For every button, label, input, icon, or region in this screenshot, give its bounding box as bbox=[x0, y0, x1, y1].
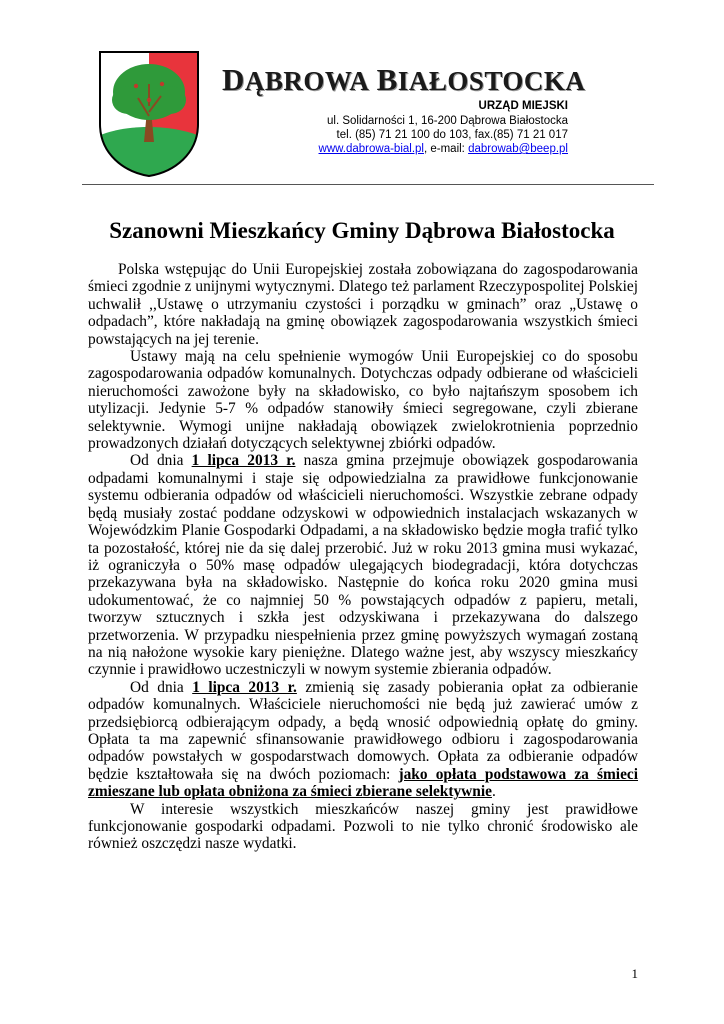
date-highlight: 1 lipca 2013 r. bbox=[192, 678, 297, 696]
office-name: URZĄD MIEJSKI bbox=[478, 100, 568, 112]
email-link[interactable]: dabrowab@beep.pl bbox=[468, 143, 568, 155]
crest-icon bbox=[98, 50, 200, 178]
town-name: DĄBROWA BIAŁOSTOCKA bbox=[222, 62, 586, 97]
contact-line: www.dabrowa-bial.pl, e-mail: dabrowab@beep.pl bbox=[318, 143, 568, 155]
paragraph-1: Polska wstępując do Unii Europejskiej została zobowiązana do zagospodarowania śmieci zgodnie z unijnymi wytycznymi. Dlatego też parlament Rzeczypospolitej Polskiej uchwalił ,,Ustawę o utrzymaniu czystości i porządku w gminach” oraz „Ustawę o odpadach”, które nakładają na gminę obowiązek zagospodarowania wszystkich śmieci powstających na jej terenie. bbox=[88, 261, 638, 348]
date-highlight: 1 lipca 2013 r. bbox=[191, 452, 296, 470]
paragraph-2: Ustawy mają na celu spełnienie wymogów Unii Europejskiej co do sposobu zagospodarowania odpadów komunalnych. Dotychczas odpady odbierane od właścicieli nieruchomości zawożone były na składowisko, co było najtańszym sposobem ich utylizacji. Jedynie 5-7 % odpadów stanowiły śmieci segregowane, czyli zbierane selektywnie. Wymogi unijne nakładają obowiązek zwielokrotnienia poprzednio prowadzonych działań dotyczących selektywnej zbiórki odpadów. bbox=[88, 348, 638, 453]
header-divider bbox=[82, 184, 654, 185]
office-phone: tel. (85) 71 21 100 do 103, fax.(85) 71 21 017 bbox=[336, 129, 568, 141]
page-number: 1 bbox=[631, 966, 638, 981]
paragraph-3: Od dnia 1 lipca 2013 r. nasza gmina przejmuje obowiązek gospodarowania odpadami komunalnymi i staje się odpowiedzialna za prawidłowe funkcjonowanie systemu odbierania odpadów od właścicieli nieruchomości. Wszystkie zebrane odpady będą musiały zostać poddane odzyskowi w odpowiednich instalacjach wskazanych w Wojewódzkim Planie Gospodarki Odpadami, a na składowisko będzie mogła trafić tylko ta pozostałość, której nie da się dalej przerobić. Już w roku 2013 gmina musi wykazać, iż ograniczyła o 50% masę odpadów ulegających biodegradacji, która dotychczas przekazywana była na składowisko. Następnie do końca roku 2020 gmina musi udokumentować, że co najmniej 50 % powstających odpadów z papieru, metali, tworzyw sztucznych i szkła jest odzyskiwana i przekazywana do dalszego przetworzenia. W przypadku niespełnienia przez gminę powyższych wymagań zostaną na nią nałożone wysokie kary pieniężne. Dlatego ważne jest, aby wszyscy mieszkańcy czynnie i prawidłowo uczestniczyli w nowym systemie zbierania odpadów. bbox=[88, 452, 638, 679]
letter-body bbox=[88, 261, 638, 853]
website-link[interactable]: www.dabrowa-bial.pl bbox=[318, 143, 424, 155]
page-title: Szanowni Mieszkańcy Gminy Dąbrowa Białostocka bbox=[109, 218, 615, 243]
paragraph-4: Od dnia 1 lipca 2013 r. zmienią się zasady pobierania opłat za odbieranie odpadów komunalnych. Właściciele nieruchomości nie będą już zawierać umów z przedsiębiorcą odbierającym odpady, a będą wnosić odpowiednią opłatę do gminy. Opłata ta ma zapewnić sfinansowanie prawidłowego odbioru i zagospodarowania odpadów powstałych w gospodarstwach domowych. Opłata za odbieranie odpadów będzie kształtowała się na dwóch poziomach: jako opłata podstawowa za śmieci zmieszane lub opłata obniżona za śmieci zbierane selektywnie. bbox=[88, 678, 639, 801]
paragraph-5: W interesie wszystkich mieszkańców naszej gminy jest prawidłowe funkcjonowanie gospodarki odpadami. Pozwoli to nie tylko chronić środowisko ale również oszczędzi nasze wydatki. bbox=[88, 800, 638, 853]
fee-levels-highlight: jako opłata podstawowa za śmieci zmieszane lub opłata obniżona za śmieci zbierane selektywnie bbox=[88, 765, 639, 801]
office-address: ul. Solidarności 1, 16-200 Dąbrowa Białostocka bbox=[327, 115, 568, 127]
letterhead bbox=[222, 62, 620, 155]
